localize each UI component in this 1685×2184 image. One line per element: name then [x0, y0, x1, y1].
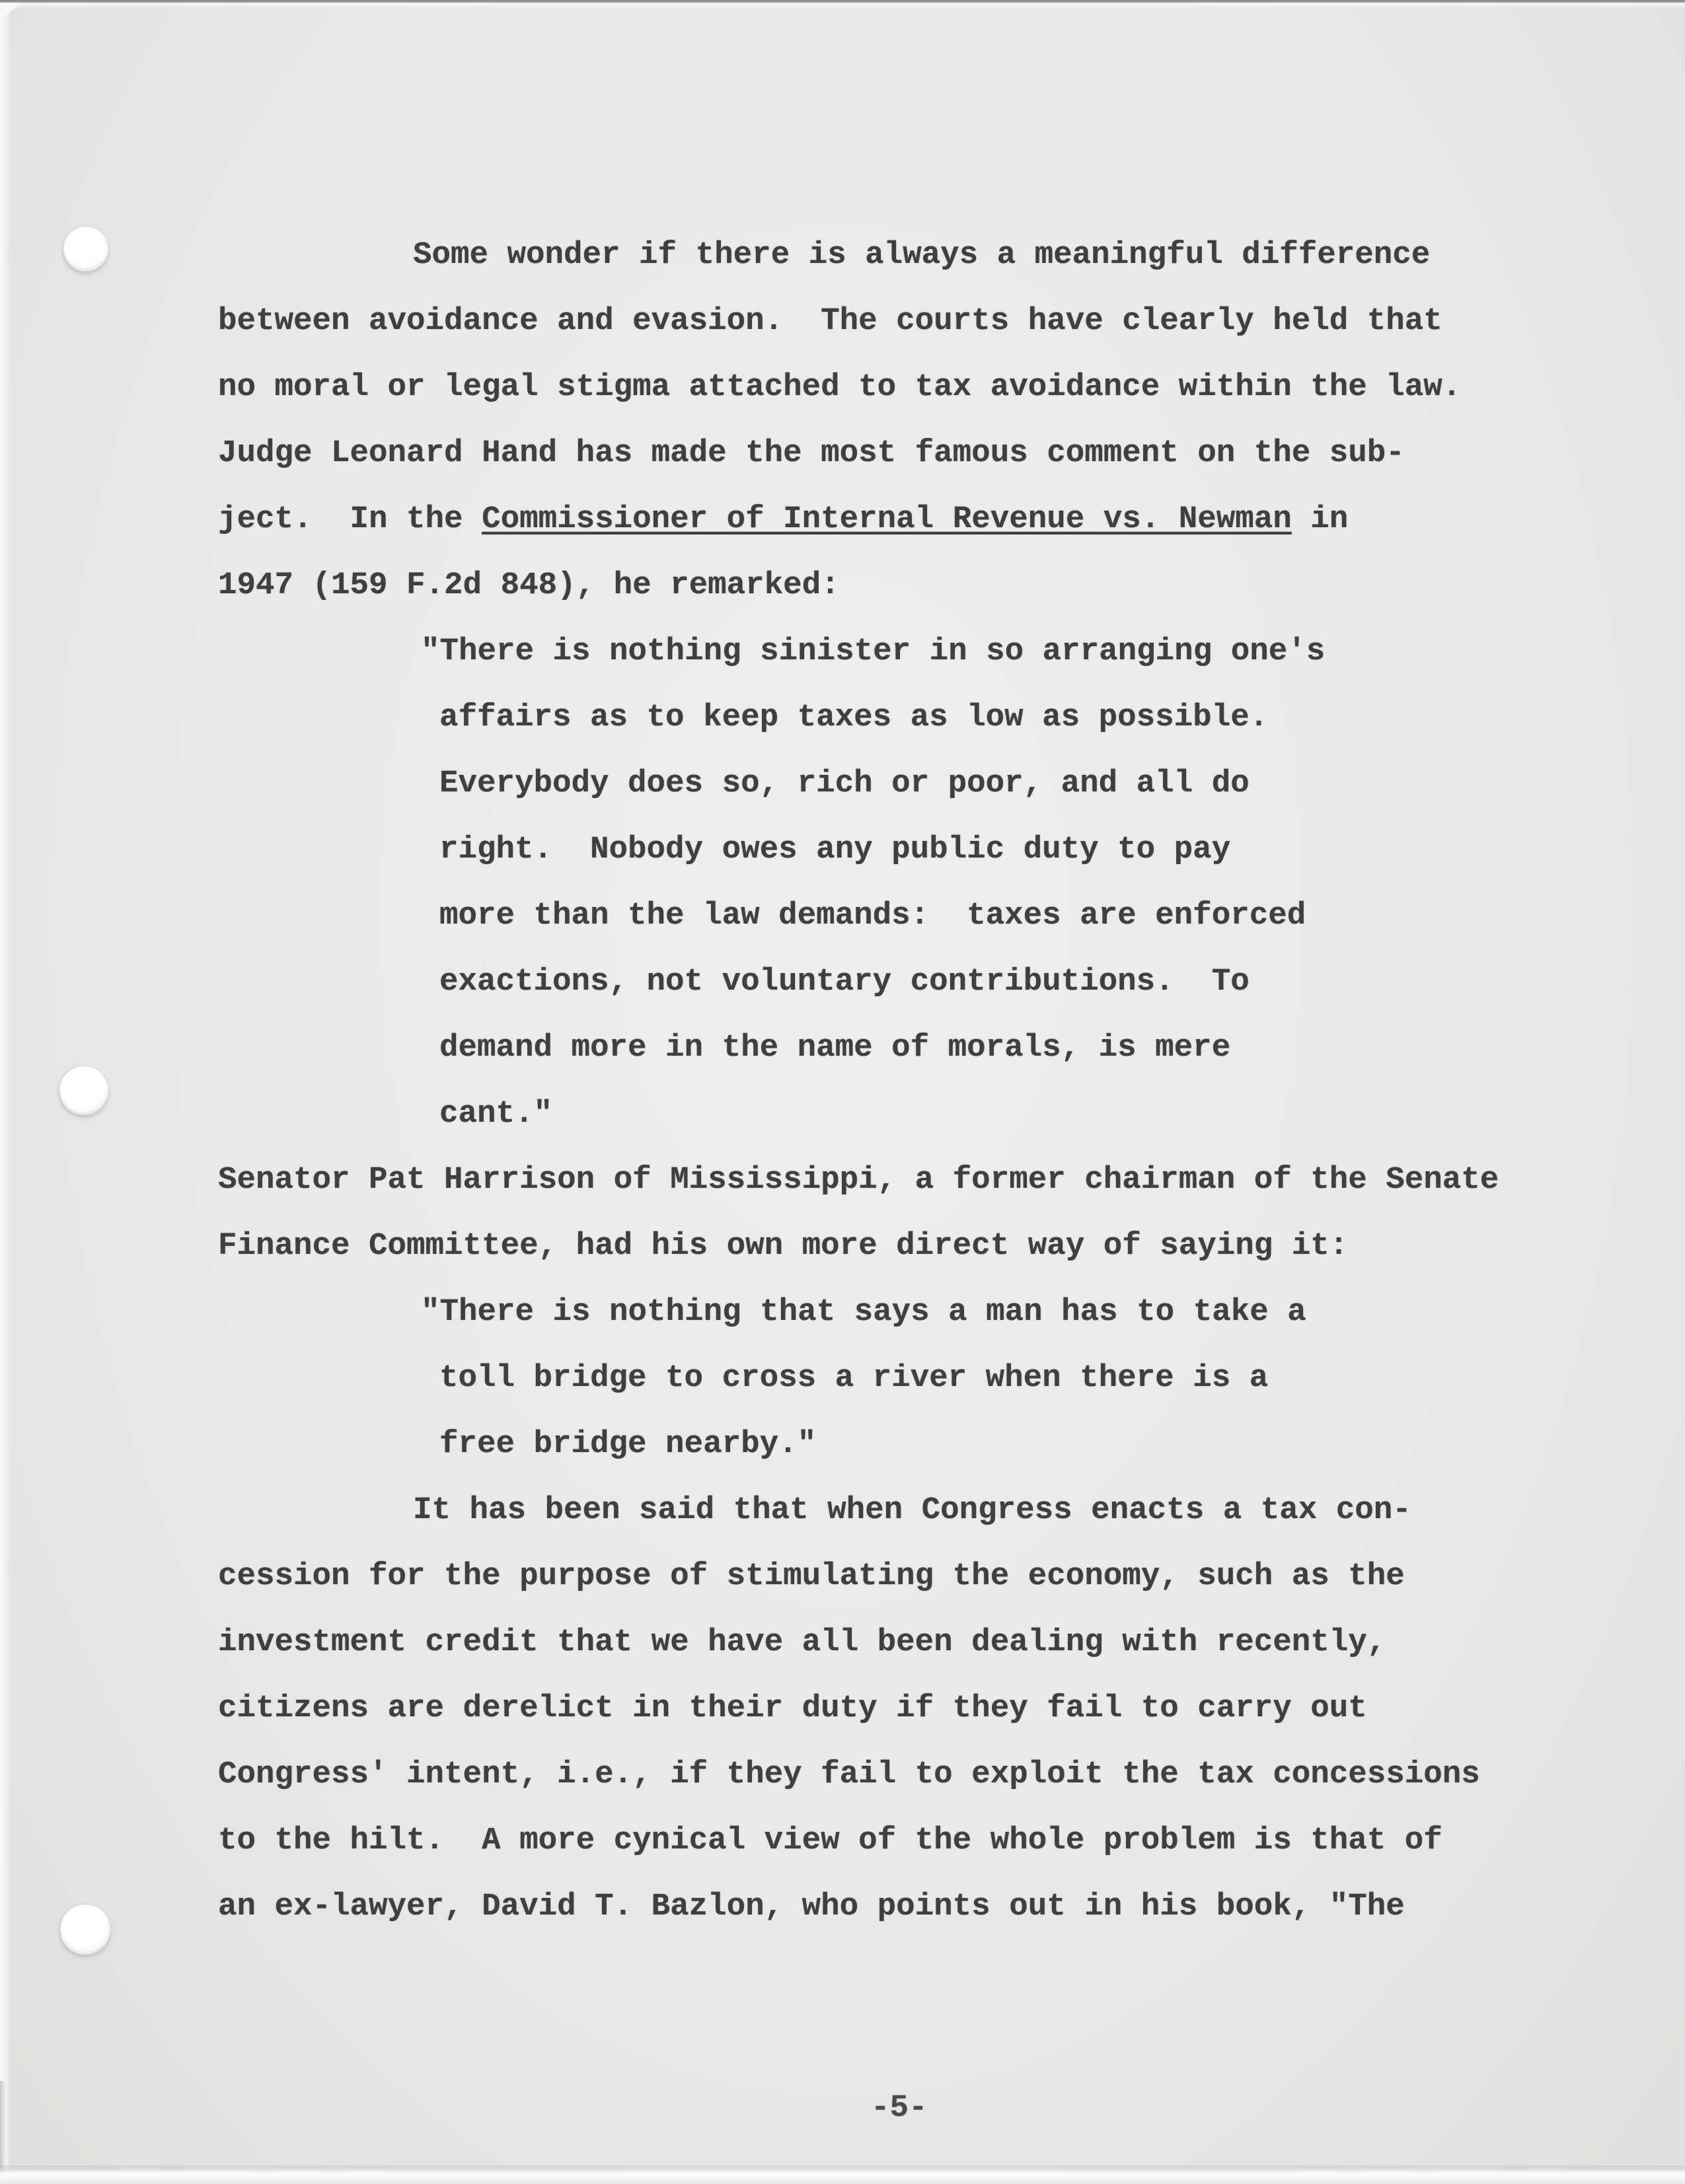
text-line: It has been said that when Congress enacts a tax con- [413, 1492, 1411, 1528]
text-line: Judge Leonard Hand has made the most famous comment on the sub- [218, 435, 1405, 471]
text-line: demand more in the name of morals, is mere [439, 1030, 1231, 1066]
text-line: affairs as to keep taxes as low as possible. [439, 700, 1269, 735]
text-line: Some wonder if there is always a meaningful difference [413, 237, 1431, 273]
text-line: "There is nothing sinister in so arranging one's [421, 634, 1326, 669]
text-line: an ex-lawyer, David T. Bazlon, who points out in his book, "The [218, 1889, 1405, 1924]
underlined-case-citation: Commissioner of Internal Revenue vs. Newman [482, 501, 1292, 537]
text-line: toll bridge to cross a river when there is a [439, 1360, 1269, 1396]
text-line: to the hilt. A more cynical view of the whole problem is that of [218, 1823, 1442, 1858]
page-corner [0, 3, 22, 20]
text-line: no moral or legal stigma attached to tax avoidance within the law. [218, 369, 1462, 405]
text-line: Finance Committee, had his own more direct way of saying it: [218, 1228, 1349, 1264]
text-line: Congress' intent, i.e., if they fail to exploit the tax concessions [218, 1757, 1480, 1792]
text-line: right. Nobody owes any public duty to pay [439, 832, 1231, 867]
scan-left-edge [0, 3, 11, 2169]
text-line: investment credit that we have all been dealing with recently, [218, 1624, 1386, 1660]
text-line: more than the law demands: taxes are enforced [439, 898, 1306, 933]
hole-punch [60, 1905, 110, 1955]
hole-punch [59, 1066, 108, 1115]
text-line: citizens are derelict in their duty if they fail to carry out [218, 1691, 1367, 1726]
text-line: cant." [439, 1096, 553, 1132]
text-line: "There is nothing that says a man has to take a [421, 1294, 1306, 1330]
text-line: Senator Pat Harrison of Mississippi, a former chairman of the Senate [218, 1162, 1499, 1198]
text-line: free bridge nearby." [439, 1426, 817, 1462]
text-line: 1947 (159 F.2d 848), he remarked: [218, 567, 840, 603]
hole-punch [63, 227, 108, 272]
page-number: -5- [871, 2090, 928, 2126]
scan-bottom-edge [0, 2166, 1685, 2184]
scan-left-edge-bottom [0, 2081, 6, 2173]
text-line: between avoidance and evasion. The courts have clearly held that [218, 303, 1442, 339]
scan-top-band [0, 3, 1685, 9]
text-line: Everybody does so, rich or poor, and all do [439, 766, 1250, 801]
text-line: exactions, not voluntary contributions. To [439, 964, 1250, 1000]
text-line: cession for the purpose of stimulating the economy, such as the [218, 1558, 1405, 1594]
text-line: ject. In the Commissioner of Internal Revenue vs. Newman in [218, 501, 1349, 537]
